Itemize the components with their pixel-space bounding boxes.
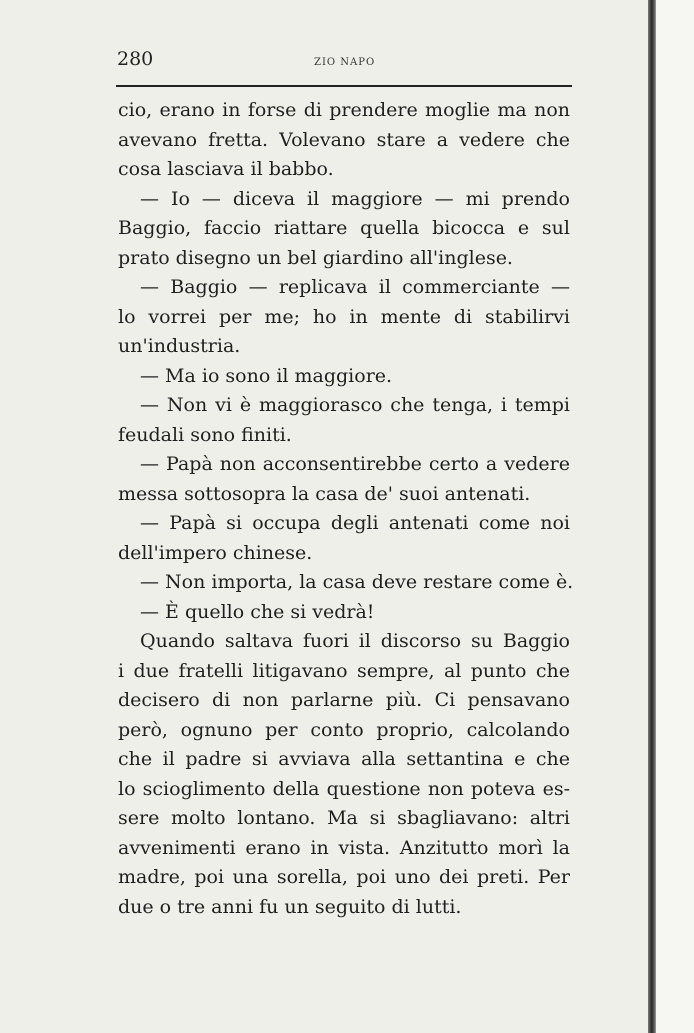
text-line: però, ognuno per conto proprio, calcolando [118, 718, 570, 741]
text-line: sere molto lontano. Ma si sbagliavano: altri [118, 807, 570, 829]
text-line: lo vorrei per me; ho in mente di stabilirvi [118, 305, 570, 328]
text-line: — Ma io sono il maggiore. [140, 364, 393, 387]
text-line: cio, erano in forse di prendere moglie ma non [118, 99, 570, 121]
text-line: Quando saltava fuori il discorso su Baggio [140, 630, 570, 652]
text-line: — È quello che si vedrà! [140, 600, 375, 623]
text-line: cosa lasciava il babbo. [118, 158, 334, 180]
text-line: — Non importa, la casa deve restare come è. [140, 571, 574, 593]
text-line: avvenimenti erano in vista. Anzitutto morì la [118, 836, 570, 859]
facing-page-edge [656, 0, 694, 1033]
text-line: che il padre si avviava alla settantina e che [118, 748, 570, 770]
text-line: messa sottosopra la casa de' suoi antenati. [118, 482, 531, 505]
text-line: prato disegno un bel giardino all'inglese. [118, 246, 513, 269]
text-line: madre, poi una sorella, poi uno dei preti. Per [118, 866, 570, 888]
text-line: decisero di non parlarne più. Ci pensavano [118, 689, 570, 711]
text-line: un'industria. [118, 335, 241, 357]
text-line: lo scioglimento della questione non poteva es- [118, 777, 570, 800]
text-line: feudali sono finiti. [118, 423, 292, 446]
text-line: Baggio, faccio riattare quella bicocca e sul [118, 217, 570, 239]
text-line: — Io — diceva il maggiore — mi prendo [140, 187, 570, 210]
text-line: — Papà si occupa degli antenati come noi [140, 512, 570, 534]
text-line: i due fratelli litigavano sempre, al punto che [118, 659, 570, 682]
text-line: avevano fretta. Volevano stare a vedere che [118, 128, 570, 151]
book-spine-shadow [648, 0, 656, 1033]
page-header [117, 48, 572, 78]
page-number: 280 [117, 48, 154, 70]
text-line: due o tre anni fu un seguito di lutti. [118, 895, 462, 918]
body-text [118, 96, 574, 922]
running-title: ZIO NAPO [314, 57, 376, 68]
text-line: dell'impero chinese. [118, 541, 313, 564]
text-line: — Non vi è maggiorasco che tenga, i tempi [140, 394, 570, 416]
text-line: — Papà non acconsentirebbe certo a vedere [140, 453, 570, 475]
header-rule [116, 85, 572, 87]
text-line: — Baggio — replicava il commerciante — [140, 276, 570, 298]
